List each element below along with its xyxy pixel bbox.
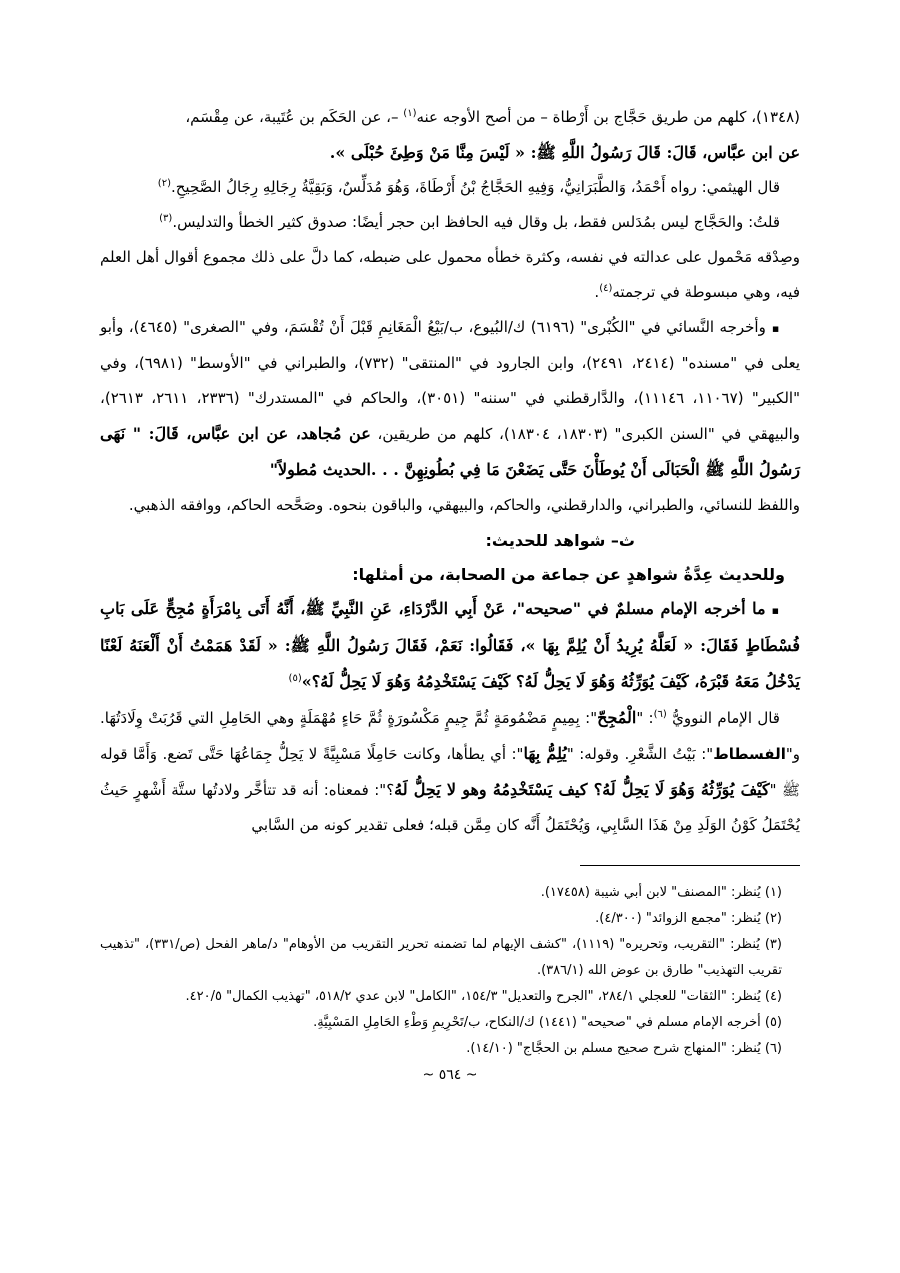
paragraph-nawawi xyxy=(100,700,800,843)
section-heading: ث– شواهد للحديث: xyxy=(485,531,635,550)
text: قلتُ: والحَجَّاج ليس بمُدَلس فقط، بل وقال فيه الحافظ ابن حجر أيضًا: صدوق كثير الخطأ والتدليس. xyxy=(172,213,780,231)
footnote-ref-3[interactable]: (٣) xyxy=(159,213,173,224)
text: ؟": فمعناه: أنه قد تتأخَّر ولادتُها ستَّة أَشْهرٍ حَيثُ يُحْتَمَلُ كَوْنُ الوَلَدِ مِنْ هَذَا السَّابِي، وَيُحْتَمَلُ أَنَّه كان مِمَّن قبله؛ فعلى تقدير كونه من السَّابي xyxy=(100,781,800,834)
footnote-ref-4[interactable]: (٤) xyxy=(599,283,613,294)
text: ": أي يطأها، وكانت حَامِلًا مَسْبِيَّةً لا يَحِلُّ جِمَاعُهَا حَتَّى تَضع. وَأَمَّا قوله ﷺ " xyxy=(100,745,800,799)
footnote-2: (٢) يُنظر: "مجمع الزوائد" (٤/٣٠٠). xyxy=(595,911,782,926)
paragraph-takhrij xyxy=(100,310,800,488)
text: قال الإمام النوويُّ xyxy=(666,709,780,727)
page-number: ~ ٥٦٤ ~ xyxy=(422,1067,478,1083)
term-mujih: الْمُجِحّ xyxy=(597,708,637,727)
text: –، عن الحَكَم بن عُتَيبة، عن مِقْسَم، xyxy=(185,108,404,126)
paragraph-1 xyxy=(100,100,800,135)
footnote-5: (٥) أخرجه الإمام مسلم في "صحيحه" (١٤٤١) ك/النكاح، ب/تَحْرِيمِ وَطْءِ الحَامِلِ المَسْبِيَّةِ. xyxy=(313,1015,782,1030)
paragraph-lafdh: واللفظ للنسائي، والطبراني، والدارقطني، والحاكم، والبيهقي، والباقون بنحوه. وصَحَّحه الحاكم، ووافقه الذهبي. xyxy=(128,496,800,514)
term-fustat: الفسطاط xyxy=(713,745,786,763)
paragraph-sidq: وصِدْقه مَحْمول على عدالته في نفسه، وكثرة خطأه محمول على ضبطه، كما دلَّ على ذلك مجموع أقوال أهل العلم فيه، وهي مبسوطة في ترجمته$^{(٤)}$. xyxy=(100,248,800,301)
footnote-ref-1[interactable]: (١) xyxy=(403,108,417,119)
hadith-text-2: عن مُجاهد، عن ابن عبَّاس، قَالَ: " نَهَى رَسُولُ اللَّهِ ﷺ الْحَبَالَى أَنْ يُوطَأْنَ حَتَّى يَضَعْنَ مَا فِي بُطُونِهِنَّ . . .الحديث مُطولاً" xyxy=(100,424,800,479)
bullet-icon: ▪ xyxy=(771,322,781,335)
text: (١٣٤٨)، كلهم من طريق حَجَّاج بن أَرْطاة – من أصح الأوجه عنه xyxy=(416,108,800,126)
paragraph-muslim xyxy=(100,591,800,700)
text: وأخرجه النَّسائي في "الكُبْرى" (٦١٩٦) ك/البُيوع، ب/بَيْعُ الْمَغَانِمِ قَبْلَ أَنْ تُقْسَمَ، وفي "الصغرى" (٤٦٤٥)، وأبو يعلى في "مسنده" (٢٤١٤، ٢٤٩١)، وابن الجارود في "المنتقى" (٧٣٢)، والطبراني في "الأوسط" (٦٩٨١)، وفي "الكبير" (١١٠٦٧، ١١١٤٦)، والدَّارقطني في "سننه" (٣٠٥١)، والحاكم في "المستدرك" (٢٣٣٦، ٢٦١١، ٢٦١٣)، والبيهقي في "السنن الكبرى" (١٨٣٠٣، ١٨٣٠٤)، كلهم من طريقين، xyxy=(100,318,800,443)
text: ": بِمِيمٍ مَضْمُومَةٍ ثُمَّ جِيمٍ مَكْسُورَةٍ ثُمَّ حَاءٍ مُهْمَلَةٍ وهي الحَامِلِ التي قَرُبَتْ وِلَادَتُهَا. و" xyxy=(100,709,801,763)
footnote-ref-5[interactable]: (٥) xyxy=(288,673,302,684)
section-subheading: وللحديث عِدَّةُ شواهدٍ عن جماعة من الصحابة، من أمثلها: xyxy=(352,565,785,584)
footnote-ref-2[interactable]: (٢) xyxy=(157,178,171,189)
paragraph-haythami xyxy=(100,170,800,205)
hadith-text-3: ما أخرجه الإمام مسلمٌ في "صحيحه"، عَنْ أَبِي الدَّرْدَاءِ، عَنِ النَّبِيِّ ﷺ، أَنَّهُ أَتَى بِامْرَأَةٍ مُجِحٍّ عَلَى بَابِ فُسْطَاطٍ فَقَالَ: « لَعَلَّهُ يُرِيدُ أَنْ يُلِمَّ بِهَا »، فَقَالُوا: نَعَمْ، فَقَالَ رَسُولُ اللَّهِ ﷺ: « لَقَدْ هَمَمْتُ أَنْ أَلْعَنَهُ لَعْنًا يَدْخُلُ مَعَهُ قَبْرَهُ، كَيْفَ يُوَرِّثُهُ وَهُوَ لَا يَحِلُّ لَهُ؟ كَيْفَ يَسْتَخْدِمُهُ وَهُوَ لَا يَحِلُّ لَهُ؟» xyxy=(100,599,800,691)
footnote-6: (٦) يُنظر: "المنهاج شرح صحيح مسلم بن الحجَّاج" (١٤/١٠). xyxy=(466,1041,782,1056)
bullet-icon: ▪ xyxy=(771,604,780,617)
term-yulimm: يُلِمُّ بِهَا xyxy=(523,744,567,763)
footnote-3: (٣) يُنظر: "التقريب، وتحريره" (١١١٩)، "كشف الإيهام لما تضمنه تحرير التقريب من الأوهام" د/ماهر الفحل (ص/٣٣١)، "تذهيب تقريب التهذيب" طارق بن عوض الله (٣٨٦/١). xyxy=(100,937,782,978)
text: : " xyxy=(636,709,654,727)
footnote-1: (١) يُنظر: "المصنف" لابن أبي شيبة (١٧٤٥٨). xyxy=(540,885,782,900)
hadith-text-1: عن ابن عبَّاس، قَالَ: قَالَ رَسُولُ اللَّهِ ﷺ: « لَيْسَ مِنَّا مَنْ وَطِئَ حُبْلَى ». xyxy=(329,143,800,162)
term-kayfa: كَيْفَ يُوَرِّثُهُ وَهُوَ لَا يَحِلُّ لَهُ؟ كيف يَسْتَخْدِمُهُ وهو لا يَحِلُّ لَهُ xyxy=(394,780,770,799)
paragraph-comment xyxy=(100,205,800,240)
footnotes xyxy=(100,880,800,1062)
footnote-4: (٤) يُنظر: "الثقات" للعجلي ٢٨٤/١، "الجرح والتعديل" ١٥٤/٣، "الكامل" لابن عدي ٥١٨/٢، "تهذيب الكمال" ٤٢٠/٥. xyxy=(185,989,782,1004)
footnote-divider xyxy=(580,865,800,866)
text: قال الهيثمي: رواه أَحْمَدُ، وَالطَّبَرَانِيُّ، وَفِيهِ الحَجَّاجُ بْنُ أَرْطَاةَ، وَهُوَ مُدَلِّسٌ، وَبَقِيَّةُ رِجَالِهِ رِجَالُ الصَّحِيحِ. xyxy=(170,178,780,196)
document-page xyxy=(100,100,800,1200)
text: وصِدْقه مَحْمول على عدالته في نفسه، وكثرة خطأه محمول على ضبطه، كما دلَّ على ذلك مجموع أقوال أهل العلم فيه، وهي مبسوطة في ترجمته xyxy=(100,248,800,301)
footnote-ref-6[interactable]: (٦) xyxy=(653,709,667,720)
text: ": بَيْتُ الشَّعْرِ. وقوله: " xyxy=(566,745,714,763)
